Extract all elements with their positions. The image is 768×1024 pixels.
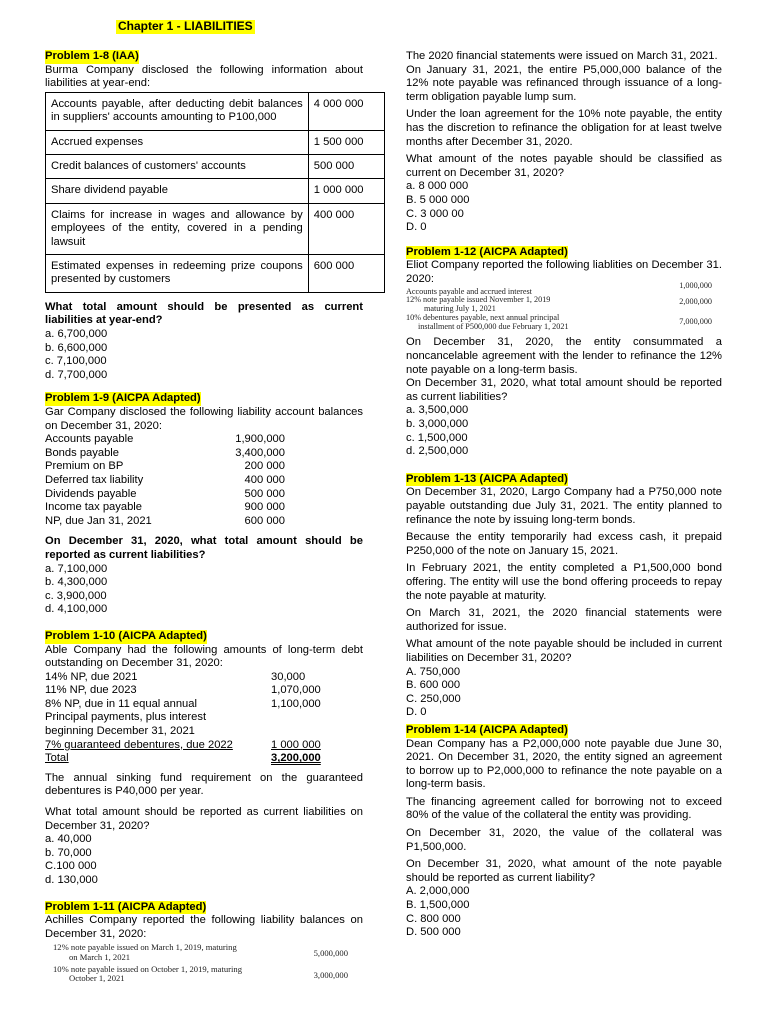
problem-text: On March 31, 2021, the 2020 financial statements were authorized for issue.	[406, 607, 722, 633]
option: C. 800 000	[406, 912, 461, 925]
debt-label-continued: beginning December 31, 2021	[45, 725, 195, 738]
scanned-text: 12% note payable issued November 1, 2019	[406, 295, 551, 305]
balance-row	[45, 460, 363, 474]
option: B. 1,500,000	[406, 899, 470, 912]
row-description: Share dividend payable	[46, 179, 309, 203]
problem-text: Dean Company has a P2,000,000 note payable due June 30, 2021. On December 31, 2020, the entity signed an agreement to borrow up to P2,000,000 to refinance the note payable on a long-term basis.	[406, 737, 722, 791]
option: a. 6,700,000	[45, 328, 108, 341]
problem-question: What total amount should be presented as current liabilities at year-end?	[45, 300, 363, 327]
debt-value: 30,000	[271, 670, 306, 683]
row-amount: 500 000	[308, 155, 384, 179]
balance-label: Income tax payable	[45, 501, 143, 514]
option: b. 4,300,000	[45, 576, 108, 589]
debt-label: 8% NP, due in 11 equal annual	[45, 697, 197, 710]
option: a. 40,000	[45, 833, 92, 846]
problem-intro: Achilles Company reported the following liability balances on December 31, 2020:	[45, 914, 363, 940]
problem-text: On December 31, 2020, the value of the collateral was P1,500,000.	[406, 827, 722, 853]
chapter-title: Chapter 1 - LIABILITIES	[118, 19, 253, 33]
option: B. 5 000 000	[406, 193, 470, 206]
liability-table	[45, 92, 385, 293]
problem-title: Problem 1-10 (AICPA Adapted)	[45, 629, 207, 642]
problem-title: Problem 1-11 (AICPA Adapted)	[45, 900, 207, 913]
problem-title: Problem 1-9 (AICPA Adapted)	[45, 392, 201, 405]
problem-1-11	[45, 901, 363, 984]
row-amount: 4 000 000	[308, 92, 384, 130]
scanned-liability-list	[406, 280, 712, 332]
problem-question: On December 31, 2020, what total amount should be reported as current liabilities?	[45, 535, 363, 561]
row-amount: 600 000	[308, 255, 384, 293]
debt-row	[45, 684, 363, 698]
answer-options	[45, 563, 363, 617]
debt-value: 1,070,000	[271, 684, 321, 697]
scanned-text: 10% debentures payable, next annual principal	[406, 312, 560, 322]
problem-question: On December 31, 2020, what total amount should be reported as current liabilities?	[406, 377, 722, 403]
table-row	[46, 255, 385, 293]
problem-1-8	[45, 50, 363, 382]
problem-text: On January 31, 2021, the entire P5,000,000 balance of the 12% note payable was refinanced through issuance of a long-term obligation payable lump sum.	[406, 63, 722, 103]
option: a. 3,500,000	[406, 404, 469, 417]
answer-options	[45, 328, 363, 382]
table-row	[46, 203, 385, 254]
problem-text: Because the entity temporarily had excess cash, it prepaid P250,000 of the note on January 15, 2021.	[406, 531, 722, 557]
problem-question: What amount of the note payable should be included in current liabilities on December 31, 2020?	[406, 638, 722, 664]
scanned-row	[53, 943, 348, 962]
balance-value: 200 000	[244, 460, 285, 473]
table-row	[46, 179, 385, 203]
option: c. 3,900,000	[45, 589, 107, 602]
scanned-liability-list	[53, 943, 348, 983]
answer-options	[406, 180, 722, 234]
answer-options	[406, 666, 722, 720]
right-column	[406, 50, 722, 940]
problem-text: On December 31, 2020, the entity consummated a noncancelable agreement with the lender to refinance the 12% note payable on a long-term basis.	[406, 336, 722, 376]
problem-note: The annual sinking fund requirement on the guaranteed debentures is P40,000 per year.	[45, 771, 363, 798]
option: B. 600 000	[406, 679, 461, 692]
scanned-text: Accounts payable and accrued interest	[406, 286, 532, 296]
scanned-value: 3,000,000	[313, 969, 348, 980]
balance-row	[45, 488, 363, 502]
total-label: Total	[45, 752, 69, 765]
table-row	[46, 130, 385, 154]
balance-label: Accounts payable	[45, 433, 134, 446]
row-amount: 1 000 000	[308, 179, 384, 203]
debt-label: 14% NP, due 2021	[45, 670, 138, 683]
balance-label: Premium on BP	[45, 460, 124, 473]
debt-label: 11% NP, due 2023	[45, 684, 137, 697]
option: C. 250,000	[406, 692, 461, 705]
option: d. 4,100,000	[45, 603, 108, 616]
option: c. 7,100,000	[45, 355, 107, 368]
problem-title: Problem 1-14 (AICPA Adapted)	[406, 723, 568, 736]
balance-row	[45, 447, 363, 461]
balance-value: 600 000	[244, 514, 285, 527]
scanned-text: on March 1, 2021	[69, 951, 131, 962]
balance-value: 400 000	[244, 473, 285, 486]
answer-options	[406, 885, 722, 939]
balance-row	[45, 501, 363, 515]
option: a. 7,100,000	[45, 562, 108, 575]
problem-title: Problem 1-12 (AICPA Adapted)	[406, 245, 568, 258]
balance-label: NP, due Jan 31, 2021	[45, 514, 152, 527]
scanned-value: 5,000,000	[313, 948, 348, 959]
balance-label: Bonds payable	[45, 446, 120, 459]
option: b. 3,000,000	[406, 418, 469, 431]
problem-1-13	[406, 473, 722, 720]
debt-value: 1 000 000	[271, 738, 321, 751]
problem-intro: Gar Company disclosed the following liability account balances on December 31, 2020:	[45, 406, 363, 432]
option: d. 130,000	[45, 874, 98, 886]
problem-1-10	[45, 630, 363, 888]
option: b. 6,600,000	[45, 341, 108, 354]
row-description: Accounts payable, after deducting debit balances in suppliers' accounts amounting to P100,000	[46, 92, 309, 130]
problem-text: In February 2021, the entity completed a P1,500,000 bond offering. The entity will use the bond offering proceeds to repay the note payable at maturity.	[406, 562, 722, 602]
problem-text: On December 31, 2020, Largo Company had a P750,000 note payable outstanding due July 31, 2021. The entity planned to refinance the note by issuing long-term bonds.	[406, 486, 722, 526]
left-column	[45, 50, 363, 984]
option: C.100 000	[45, 860, 97, 873]
option: A. 2,000,000	[406, 885, 470, 898]
row-description: Credit balances of customers' accounts	[46, 155, 309, 179]
balance-value: 500 000	[244, 487, 285, 500]
problem-intro: Eliot Company reported the following liablities on December 31. 2020:	[406, 259, 722, 285]
row-description: Accrued expenses	[46, 130, 309, 154]
scanned-row	[406, 296, 712, 314]
scanned-text: October 1, 2021	[69, 973, 125, 984]
balance-value: 1,900,000	[235, 433, 285, 446]
scanned-text: installment of P500,000 due February 1, 2021	[418, 321, 569, 331]
scanned-row	[53, 965, 348, 984]
option: d. 2,500,000	[406, 445, 469, 458]
table-row	[46, 92, 385, 130]
problem-1-14	[406, 724, 722, 940]
scanned-text: 10% note payable issued on October 1, 2019, maturing	[53, 963, 243, 974]
total-row	[45, 752, 363, 766]
row-description: Estimated expenses in redeeming prize coupons presented by customers	[46, 255, 309, 293]
scanned-value: 1,000,000	[679, 280, 712, 290]
problem-intro: Burma Company disclosed the following information about liabilities at year-end:	[45, 63, 363, 90]
debt-value: 1,100,000	[271, 697, 321, 710]
problem-title: Problem 1-13 (AICPA Adapted)	[406, 472, 568, 485]
debt-label-continued: Principal payments, plus interest	[45, 711, 207, 724]
problem-1-11-continued	[406, 50, 722, 235]
debt-row	[45, 739, 363, 753]
option: D. 0	[406, 706, 427, 719]
table-row	[46, 155, 385, 179]
debt-row	[45, 698, 363, 712]
balance-row	[45, 515, 363, 529]
problem-intro: Able Company had the following amounts of long-term debt outstanding on December 31, 2020:	[45, 643, 363, 670]
option: C. 3 000 00	[406, 207, 464, 220]
balance-value: 3,400,000	[235, 446, 285, 459]
problem-question: What total amount should be reported as current liabilities on December 31, 2020?	[45, 806, 363, 832]
problem-text: The 2020 financial statements were issued on March 31, 2021.	[406, 50, 718, 62]
problem-question: On December 31, 2020, what amount of the note payable should be reported as current liability?	[406, 858, 722, 884]
problem-1-9	[45, 392, 363, 617]
option: c. 1,500,000	[406, 431, 468, 444]
scanned-text: 12% note payable issued on March 1, 2019, maturing	[53, 942, 237, 953]
problem-1-12	[406, 246, 722, 459]
scanned-value: 7,000,000	[679, 316, 712, 326]
answer-options	[45, 833, 363, 887]
balance-row	[45, 433, 363, 447]
row-amount: 400 000	[308, 203, 384, 254]
problem-title: Problem 1-8 (IAA)	[45, 50, 139, 62]
option: a. 8 000 000	[406, 180, 469, 193]
answer-options	[406, 404, 722, 458]
option: D. 0	[406, 221, 427, 234]
scanned-row	[406, 314, 712, 332]
option: b. 70,000	[45, 846, 92, 859]
problem-text: The financing agreement called for borrowing not to exceed 80% of the value of the collateral the entity was providing.	[406, 795, 722, 822]
total-value: 3,200,000	[271, 752, 321, 765]
debt-label: 7% guaranteed debentures, due 2022	[45, 738, 233, 751]
balance-value: 900 000	[244, 501, 285, 514]
row-amount: 1 500 000	[308, 130, 384, 154]
problem-question: What amount of the notes payable should be classified as current on December 31, 2020?	[406, 153, 722, 179]
debt-row	[45, 671, 363, 685]
balance-label: Deferred tax liability	[45, 473, 144, 486]
scanned-text: maturing July 1, 2021	[424, 304, 496, 314]
problem-text: Under the loan agreement for the 10% note payable, the entity has the discretion to refinance the obligation for at least twelve months after December 31, 2020.	[406, 108, 722, 148]
balance-label: Dividends payable	[45, 487, 137, 500]
balance-row	[45, 474, 363, 488]
option: D. 500 000	[406, 926, 461, 939]
row-description: Claims for increase in wages and allowance by employees of the entity, covered in a pending lawsuit	[46, 203, 309, 254]
option: A. 750,000	[406, 665, 461, 678]
scanned-value: 2,000,000	[679, 297, 712, 307]
option: d. 7,700,000	[45, 368, 108, 381]
